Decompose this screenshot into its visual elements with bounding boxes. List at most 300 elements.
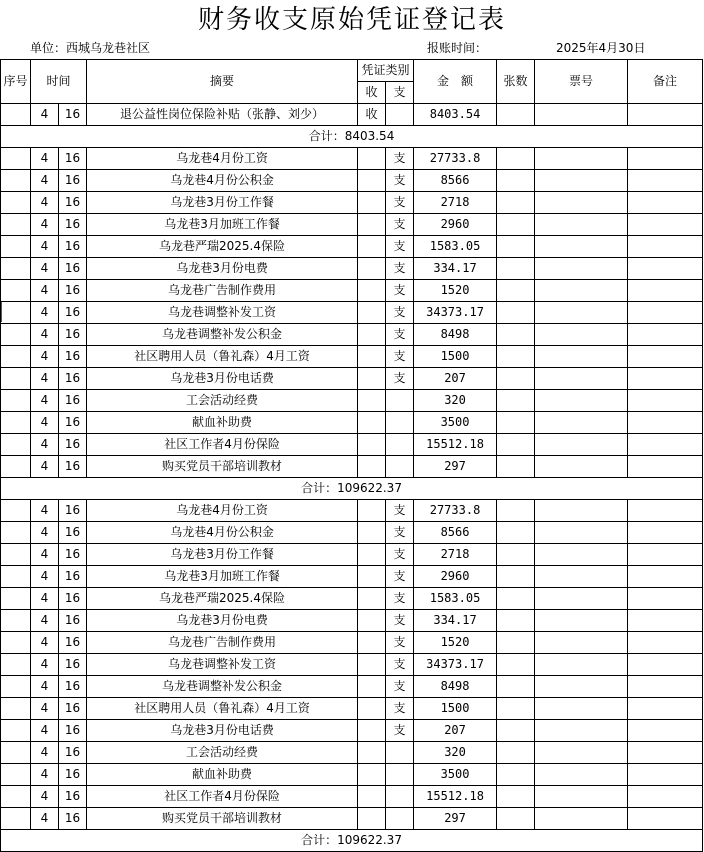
day-cell: 16 [59,808,87,830]
summary-cell: 乌龙巷调整补发工资 [87,302,358,324]
ticket-cell [535,764,628,786]
amount-cell: 1500 [414,346,497,368]
count-cell [497,610,535,632]
day-cell: 16 [59,632,87,654]
day-cell: 16 [59,434,87,456]
table-row [1,412,703,434]
seq-cell [1,588,31,610]
header-income: 收 [358,82,386,104]
amount-cell: 2718 [414,192,497,214]
amount-cell: 3500 [414,412,497,434]
expense-cell: 支 [386,170,414,192]
summary-cell: 乌龙巷严瑞2025.4保险 [87,236,358,258]
table-row [1,368,703,390]
expense-cell: 支 [386,302,414,324]
income-cell [358,236,386,258]
table-row [1,522,703,544]
count-cell [497,500,535,522]
summary-cell: 乌龙巷调整补发工资 [87,654,358,676]
day-cell: 16 [59,786,87,808]
remark-cell [628,368,703,390]
remark-cell [628,192,703,214]
day-cell: 16 [59,346,87,368]
remark-cell [628,544,703,566]
income-cell [358,588,386,610]
income-cell [358,500,386,522]
seq-cell [1,742,31,764]
income-cell [358,698,386,720]
table-row [1,280,703,302]
count-cell [497,764,535,786]
month-cell: 4 [31,412,59,434]
summary-cell: 退公益性岗位保险补贴（张静、刘少） [87,104,358,126]
remark-cell [628,588,703,610]
day-cell: 16 [59,192,87,214]
ticket-cell [535,698,628,720]
month-cell: 4 [31,368,59,390]
table-row [1,500,703,522]
table-row [1,214,703,236]
ticket-cell [535,742,628,764]
day-cell: 16 [59,302,87,324]
seq-cell [1,324,31,346]
ticket-cell [535,214,628,236]
seq-cell [1,456,31,478]
day-cell: 16 [59,258,87,280]
count-cell [497,808,535,830]
ticket-cell [535,258,628,280]
remark-cell [628,764,703,786]
ticket-cell [535,588,628,610]
seq-cell [1,302,31,324]
summary-cell: 乌龙巷3月加班工作餐 [87,566,358,588]
seq-cell [1,654,31,676]
count-cell [497,368,535,390]
month-cell: 4 [31,720,59,742]
amount-cell: 1500 [414,698,497,720]
remark-cell [628,500,703,522]
income-cell [358,676,386,698]
income-cell [358,214,386,236]
count-cell [497,104,535,126]
ticket-cell [535,434,628,456]
info-row [0,38,704,58]
header-voucher-type: 凭证类别 [358,60,414,82]
voucher-table [0,59,703,852]
table-row [1,104,703,126]
amount-cell: 8566 [414,170,497,192]
amount-cell: 34373.17 [414,302,497,324]
report-date: 2025年4月30日 [556,41,646,55]
income-cell [358,566,386,588]
table-row [1,346,703,368]
table-row [1,676,703,698]
summary-cell: 乌龙巷广告制作费用 [87,280,358,302]
summary-cell: 社区聘用人员（鲁礼森）4月工资 [87,346,358,368]
seq-cell [1,170,31,192]
month-cell: 4 [31,434,59,456]
expense-cell: 支 [386,324,414,346]
table-row [1,588,703,610]
income-cell [358,632,386,654]
count-cell [497,676,535,698]
day-cell: 16 [59,214,87,236]
amount-cell: 3500 [414,764,497,786]
seq-cell [1,280,31,302]
count-cell [497,434,535,456]
income-cell [358,170,386,192]
remark-cell [628,390,703,412]
count-cell [497,412,535,434]
seq-cell [1,808,31,830]
summary-cell: 乌龙巷4月份公积金 [87,170,358,192]
count-cell [497,566,535,588]
seq-cell [1,346,31,368]
day-cell: 16 [59,544,87,566]
header-ticket: 票号 [535,60,628,104]
expense-cell: 支 [386,346,414,368]
day-cell: 16 [59,522,87,544]
count-cell [497,456,535,478]
table-row [1,566,703,588]
ticket-cell [535,456,628,478]
summary-cell: 工会活动经费 [87,742,358,764]
month-cell: 4 [31,214,59,236]
count-cell [497,742,535,764]
table-row [1,742,703,764]
expense-cell: 支 [386,698,414,720]
month-cell: 4 [31,192,59,214]
ticket-cell [535,654,628,676]
amount-cell: 8498 [414,676,497,698]
seq-cell [1,544,31,566]
ticket-cell [535,368,628,390]
month-cell: 4 [31,808,59,830]
expense-cell: 支 [386,566,414,588]
ticket-cell [535,522,628,544]
table-row [1,544,703,566]
report-time-label: 报账时间： [427,41,488,55]
remark-cell [628,258,703,280]
month-cell: 4 [31,346,59,368]
day-cell: 16 [59,456,87,478]
expense-cell: 支 [386,214,414,236]
income-cell [358,544,386,566]
remark-cell [628,654,703,676]
expense-cell: 支 [386,236,414,258]
expense-cell: 支 [386,588,414,610]
seq-cell [1,786,31,808]
summary-cell: 社区工作者4月份保险 [87,434,358,456]
month-cell: 4 [31,456,59,478]
amount-cell: 207 [414,720,497,742]
seq-cell [1,566,31,588]
count-cell [497,522,535,544]
unit-label: 单位：西城乌龙巷社区 [30,41,151,55]
income-cell [358,720,386,742]
ticket-cell [535,676,628,698]
day-cell: 16 [59,236,87,258]
table-row [1,610,703,632]
page-title: 财务收支原始凭证登记表 [197,5,506,35]
summary-cell: 乌龙巷调整补发公积金 [87,676,358,698]
remark-cell [628,808,703,830]
summary-cell: 乌龙巷3月份电费 [87,610,358,632]
expense-cell [386,764,414,786]
expense-cell [386,412,414,434]
income-cell [358,808,386,830]
summary-cell: 乌龙巷3月份工作餐 [87,192,358,214]
amount-cell: 320 [414,742,497,764]
count-cell [497,346,535,368]
expense-cell: 支 [386,148,414,170]
income-cell [358,302,386,324]
expense-cell [386,104,414,126]
day-cell: 16 [59,148,87,170]
day-cell: 16 [59,720,87,742]
month-cell: 4 [31,148,59,170]
income-cell [358,192,386,214]
subtotal-row [1,126,703,148]
month-cell: 4 [31,786,59,808]
table-row [1,236,703,258]
seq-cell [1,148,31,170]
day-cell: 16 [59,588,87,610]
summary-cell: 献血补助费 [87,764,358,786]
table-row [1,390,703,412]
day-cell: 16 [59,698,87,720]
header-expense: 支 [386,82,414,104]
header-remark: 备注 [628,60,703,104]
count-cell [497,632,535,654]
expense-cell [386,808,414,830]
count-cell [497,324,535,346]
remark-cell [628,676,703,698]
income-cell [358,434,386,456]
remark-cell [628,698,703,720]
amount-cell: 297 [414,456,497,478]
month-cell: 4 [31,632,59,654]
expense-cell: 支 [386,676,414,698]
remark-cell [628,214,703,236]
day-cell: 16 [59,280,87,302]
day-cell: 16 [59,566,87,588]
remark-cell [628,720,703,742]
day-cell: 16 [59,610,87,632]
income-cell [358,654,386,676]
expense-cell: 支 [386,368,414,390]
ticket-cell [535,236,628,258]
count-cell [497,170,535,192]
expense-cell: 支 [386,500,414,522]
month-cell: 4 [31,544,59,566]
summary-cell: 乌龙巷4月份工资 [87,148,358,170]
month-cell: 4 [31,588,59,610]
subtotal-row [1,478,703,500]
subtotal-text: 合计：109622.37 [1,830,703,852]
remark-cell [628,566,703,588]
seq-cell [1,610,31,632]
summary-cell: 乌龙巷4月份公积金 [87,522,358,544]
subtotal-text: 合计：109622.37 [1,478,703,500]
summary-cell: 乌龙巷3月份电话费 [87,368,358,390]
amount-cell: 8403.54 [414,104,497,126]
amount-cell: 297 [414,808,497,830]
expense-cell [386,456,414,478]
seq-cell [1,434,31,456]
day-cell: 16 [59,676,87,698]
header-seq: 序号 [1,60,31,104]
income-cell [358,412,386,434]
summary-cell: 购买党员干部培训教材 [87,456,358,478]
count-cell [497,588,535,610]
table-row [1,808,703,830]
amount-cell: 207 [414,368,497,390]
month-cell: 4 [31,676,59,698]
ticket-cell [535,786,628,808]
amount-cell: 15512.18 [414,434,497,456]
month-cell: 4 [31,170,59,192]
month-cell: 4 [31,236,59,258]
seq-cell [1,104,31,126]
summary-cell: 乌龙巷3月份电费 [87,258,358,280]
table-row [1,170,703,192]
summary-cell: 乌龙巷严瑞2025.4保险 [87,588,358,610]
amount-cell: 320 [414,390,497,412]
amount-cell: 8498 [414,324,497,346]
income-cell [358,456,386,478]
amount-cell: 2960 [414,566,497,588]
header-time: 时间 [31,60,87,104]
amount-cell: 1520 [414,280,497,302]
table-row [1,258,703,280]
count-cell [497,544,535,566]
count-cell [497,302,535,324]
header-count: 张数 [497,60,535,104]
remark-cell [628,632,703,654]
income-cell [358,346,386,368]
ticket-cell [535,610,628,632]
remark-cell [628,148,703,170]
expense-cell: 支 [386,720,414,742]
seq-cell [1,368,31,390]
amount-cell: 334.17 [414,610,497,632]
seq-cell [1,764,31,786]
table-row [1,632,703,654]
expense-cell: 支 [386,544,414,566]
income-cell [358,258,386,280]
income-cell [358,610,386,632]
expense-cell: 支 [386,632,414,654]
subtotal-row [1,830,703,852]
amount-cell: 1520 [414,632,497,654]
remark-cell [628,786,703,808]
income-cell [358,742,386,764]
amount-cell: 27733.8 [414,500,497,522]
day-cell: 16 [59,412,87,434]
amount-cell: 2718 [414,544,497,566]
amount-cell: 334.17 [414,258,497,280]
expense-cell [386,390,414,412]
summary-cell: 乌龙巷调整补发公积金 [87,324,358,346]
income-cell [358,324,386,346]
income-cell [358,148,386,170]
table-row [1,654,703,676]
remark-cell [628,742,703,764]
expense-cell [386,786,414,808]
income-cell [358,522,386,544]
ticket-cell [535,720,628,742]
day-cell: 16 [59,654,87,676]
ticket-cell [535,192,628,214]
summary-cell: 社区工作者4月份保险 [87,786,358,808]
seq-cell [1,522,31,544]
seq-cell [1,676,31,698]
remark-cell [628,522,703,544]
ticket-cell [535,412,628,434]
expense-cell: 支 [386,258,414,280]
table-row [1,456,703,478]
ticket-cell [535,632,628,654]
day-cell: 16 [59,368,87,390]
month-cell: 4 [31,324,59,346]
seq-cell [1,632,31,654]
ticket-cell [535,566,628,588]
table-row [1,302,703,324]
remark-cell [628,456,703,478]
day-cell: 16 [59,104,87,126]
count-cell [497,258,535,280]
day-cell: 16 [59,170,87,192]
month-cell: 4 [31,522,59,544]
remark-cell [628,170,703,192]
day-cell: 16 [59,390,87,412]
remark-cell [628,346,703,368]
day-cell: 16 [59,500,87,522]
remark-cell [628,412,703,434]
month-cell: 4 [31,698,59,720]
month-cell: 4 [31,390,59,412]
count-cell [497,236,535,258]
ticket-cell [535,346,628,368]
income-cell [358,390,386,412]
day-cell: 16 [59,764,87,786]
table-row [1,148,703,170]
table-row [1,786,703,808]
day-cell: 16 [59,742,87,764]
month-cell: 4 [31,610,59,632]
ticket-cell [535,170,628,192]
seq-cell [1,214,31,236]
header-summary: 摘要 [87,60,358,104]
income-cell [358,280,386,302]
ticket-cell [535,390,628,412]
seq-cell [1,192,31,214]
amount-cell: 1583.05 [414,236,497,258]
expense-cell: 支 [386,610,414,632]
income-cell: 收 [358,104,386,126]
table-body [1,104,703,852]
remark-cell [628,104,703,126]
summary-cell: 献血补助费 [87,412,358,434]
ticket-cell [535,104,628,126]
subtotal-text: 合计：8403.54 [1,126,703,148]
month-cell: 4 [31,258,59,280]
summary-cell: 乌龙巷3月份电话费 [87,720,358,742]
count-cell [497,720,535,742]
month-cell: 4 [31,280,59,302]
table-row [1,720,703,742]
